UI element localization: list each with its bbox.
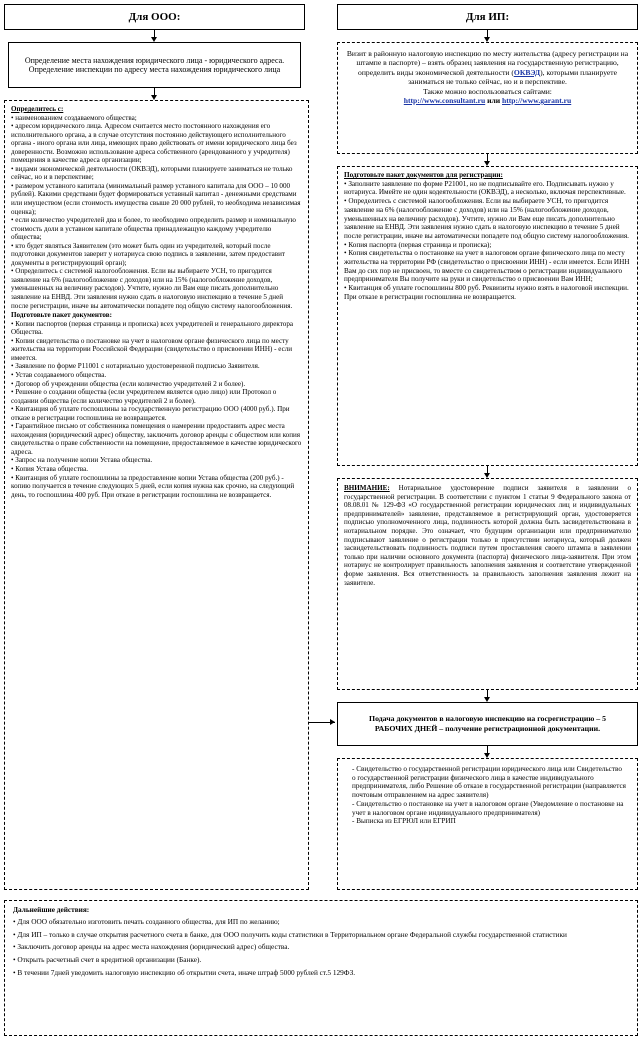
attention-box [337,478,638,690]
list-item: • Гарантийное письмо от собственника помещения о намерении предоставить адрес места нахождения (юридический адрес) обществу, заключить договор аренды с обществом или копия свидетельства о праве собственности на помещение, предоставляемое в качестве юридического адреса. [11,422,302,456]
submit-step [337,702,638,746]
list-item: • Заключить договор аренды на адрес места нахождения (юридический адрес) общества. [13,943,629,952]
ip-header: Для ИП: [337,4,638,30]
list-item: • Квитанция об уплате госпошлины за предоставление копии Устава общества (200 руб.) - копию получается в течение следующих 5 дней, если копия нужна как срочно, на следующий день, то госпошлина 400 руб. При отказе в регистрации госпошлина не возвращается. [11,474,302,500]
submit-text: Подача документов в налоговую инспекцию на госрегистрацию – 5 РАБОЧИХ ДНЕЙ – получение регистрационной документации. [369,714,606,733]
list-item: • Копии свидетельства о постановке на учет в налоговом органе физического лица по месту жительства на территории Российской Федерации (свидетельство о присвоении ИНН) - если имеется. [11,337,302,363]
list-item: • Запрос на получение копии Устава общества. [11,456,302,465]
list-item: - Выписка из ЕГРЮЛ или ЕГРИП [352,817,456,826]
list-item: • Копия паспорта (первая страница и прописка); [344,241,631,250]
list-item: • кто будет являться Заявителем (это может быть один из учредителей, который после подготовки документов заверит у нотариуса свою подпись в заявлении, затем предоставит документы в регистрирующий орган); [11,242,302,268]
list-item: • адресом юридического лица. Адресом считается место постоянного нахождения его исполнительного органа, а в случае отсутствия постоянно действующего исполнительного органа - иного органа или лица, имеющих право действовать от имени юридического лица без доверенности. Возможно использование адреса собственного (арендованного у учредителя) помещения в качестве адреса организации; [11,122,302,165]
ooo-header: Для ООО: [4,4,305,30]
result-box [337,758,638,890]
ooo-address-step [8,42,301,88]
list-item: • Квитанция об уплате госпошлины 800 руб. Реквизиты нужно взять в налоговой инспекции. При отказе в регистрации госпошлина не возвращается. [344,284,631,301]
list-item: • Заявление по форме Р11001 с нотариально удостоверенной подписью Заявителя. [11,362,302,371]
list-item: • Для ООО обязательно изготовить печать созданного общества, для ИП по желанию; [13,918,629,927]
ip-visit-step [337,42,638,154]
ooo-checklist [4,100,309,890]
ip-docs-box [337,166,638,466]
sites-label: Также можно воспользоваться сайтами: [423,86,552,96]
next-steps-box [4,900,638,1036]
list-item: • Определитесь с системой налогообложения. Если вы выбираете УСН, то пригодится заявление на 6% (налогообложение с доходов) или на 15% (налогообложение доходов, уменьшенных на величину расходов). Учтите, нужно ли Вам еще писать дополнительно заявление на ЕНВД. Эти заявления нужно сдать в налоговую инспекцию в течение 5 дней после регистрации, иначе вы автоматически попадете под общую систему налогообложения. [344,197,631,241]
consultant-link[interactable]: http://www.consultant.ru [403,96,486,106]
attention-label: ВНИМАНИЕ: [344,484,390,492]
sites-or: или [487,96,501,106]
list-item: • размером уставного капитала (минимальный размер уставного капитала для ООО – 10 000 рублей). Какими средствами будет формироваться уставный капитал - денежными средствами или имуществом (если стоимость имущества свыше 20 000 рублей, то необходима независимая оценка); [11,182,302,216]
arrow-right-icon [330,719,335,725]
ooo-address-text: Определение места нахождения юридического лица - юридического адреса. Определение инспекции по адресу места нахождения юридического лица [24,55,285,74]
list-item: • Копия свидетельства о постановке на учет в налоговом органе физического лица по месту жительства на территории РФ (свидетельство о присвоении ИНН) - если имеется. Если ИНН Вам до сих пор не присвоен, то вместе со свидетельством о регистрации индивидуального предпринимателя Вы получите на руки и свидетельство о присвоении Вам ИНН; [344,249,631,284]
ooo-docs-title: Подготовьте пакет документов: [11,311,112,320]
list-item: • Заполните заявление по форме Р21001, но не подписывайте его. Подписывать нужно у нотариуса. Имейте не один кодеятельности (ОКВЭД), а несколько, включая перспективные. [344,180,631,197]
next-steps-title: Дальнейшие действия: [13,905,90,914]
ooo-checklist-title: Определитесь с: [11,105,64,113]
list-item: • Копия Устава общества. [11,465,302,474]
okved-link[interactable]: ОКВЭД [513,67,541,77]
garant-link[interactable]: http://www.garant.ru [502,96,572,106]
list-item: - Свидетельство о государственной регистрации юридического лица или Свидетельство о государственной регистрации физического лица в качестве индивидуального предпринимателя, либо Решение об отказе в государственной регистрации (направляется почтовым отправлением на адрес заявителя) [352,765,626,800]
ip-docs-title: Подготовьте пакет документов для регистрации: [344,171,503,179]
list-item: • Решение о создании общества (если учредителем является одно лицо) или Протокол о создании общества (если количество учредителей 2 и более). [11,388,302,405]
list-item: • Копии паспортов (первая страница и прописка) всех учредителей и генерального директора Общества. [11,320,302,337]
list-item: • Для ИП – только в случае открытия расчетного счета в банке, для ООО получить коды статистики в Территориальном органе Федеральной службы государственной статистики [13,931,629,940]
ip-visit-text: Визит в районную налоговую инспекцию по месту жительства (адресу регистрации на штампе в паспорте) – взять образец заявления на государственную регистрацию, определить виды экономической деятельности ( [346,49,629,77]
ip-visit-tail: ), которыми планируете заниматься не только сейчас, но и в перспективе. [408,67,617,87]
list-item: • наименованием создаваемого общества; [11,114,302,123]
list-item: • В течении 7дней уведомить налоговую инспекцию об открытии счета, иначе штраф 5000 рублей ст.5 129ФЗ. [13,969,629,978]
attention-text: Нотариальное удостоверение подписи заявителя в заявлении о государственной регистрации. В соответствии с пунктом 1 статьи 9 Федерального закона от 08.08.01 № 129-ФЗ «О государственной регистрации юридических лиц и индивидуальных предпринимателей» заявление, представляемое в регистрирующий орган, удостоверяется подписью уполномоченного лица, подлинность которой должна быть засвидетельствована в нотариальном порядке. Это означает, что будущим организации или предпринимателю подписывают заявление о регистрации только в присутствии нотариуса, который должен засвидетельствовать подлинность подписи путем проставления своего штампа в заявлении только при наличии основного документа (паспорта) физического лица-заявителя. При этом нотариус не контролирует правильность заполнения заявления и соответствие утвержденной форме заявления. Вся ответственность за правильность заполнения заявления лежит на заявителе. [344,484,631,587]
list-item: • видами экономической деятельности (ОКВЭД), которыми планируете заниматься не только сейчас, но и в перспективе; [11,165,302,182]
list-item: • Устав создаваемого общества. [11,371,302,380]
list-item: - Свидетельство о постановке на учет в налоговом органе (Уведомление о постановке на учет в налоговом органе индивидуального предпринимателя) [352,799,624,817]
list-item: • если количество учредителей два и более, то необходимо определить размер и номинальную стоимость доли в уставном капитале общества принадлежащую каждому учредителю общества; [11,216,302,242]
list-item: • Определитесь с системой налогообложения. Если вы выбираете УСН, то пригодится заявление на 6% (налогообложение с доходов) или на 15% (налогообложение доходов, уменьшенных на величину расходов). Учтите, нужно ли Вам еще писать дополнительно заявление на ЕНВД. Эти заявления нужно сдать в налоговую инспекцию в течение 5 дней после регистрации, иначе вы автоматически попадете под общую систему налогообложения. [11,267,302,310]
list-item: • Договор об учреждении общества (если количество учредителей 2 и более). [11,380,302,389]
list-item: • Квитанция об уплате госпошлины за государственную регистрацию ООО (4000 руб.). При отказе в регистрации госпошлина не возвращается. [11,405,302,422]
list-item: • Открыть расчетный счет в кредитной организации (Банке). [13,956,629,965]
